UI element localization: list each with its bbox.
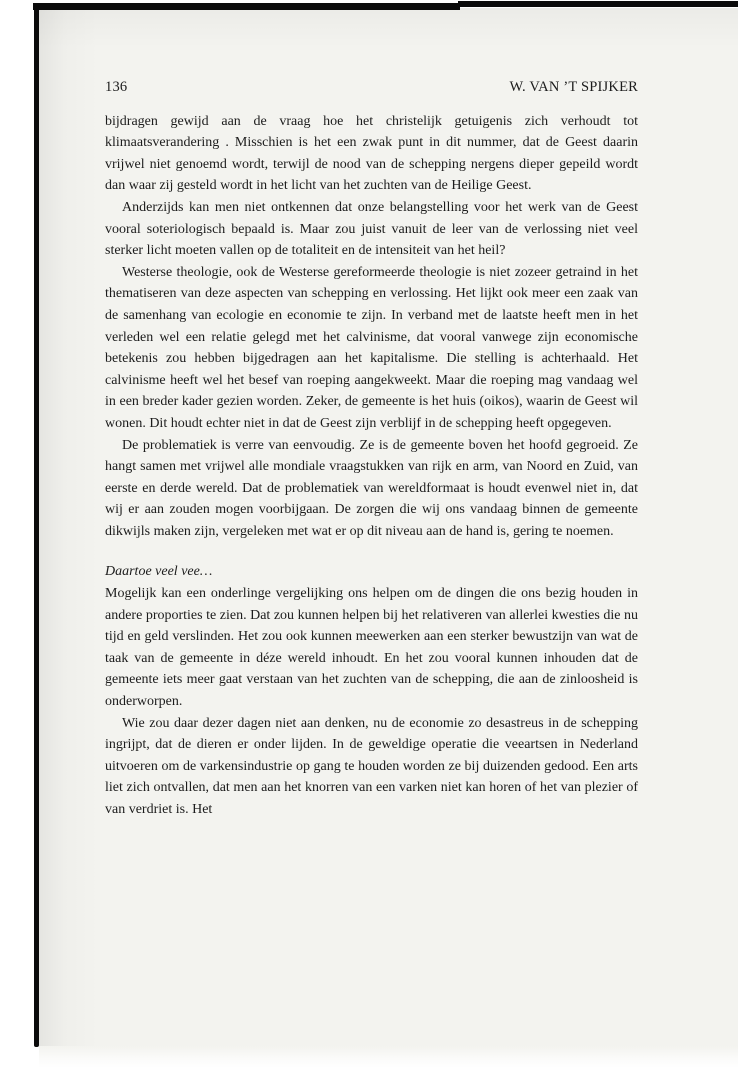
page-header bbox=[105, 77, 638, 99]
section-heading: Daartoe veel vee… bbox=[105, 564, 213, 580]
scan-edge-top bbox=[33, 3, 460, 10]
scan-edge-bottom bbox=[39, 1046, 738, 1068]
scan-edge-top-right bbox=[458, 1, 738, 7]
body-paragraph: Anderzijds kan men niet ontkennen dat onze belangstelling voor het werk van de Geest vooral soteriologisch bepaald is. Maar zou juist vanuit de leer van de verlossing niet veel sterker licht moeten vallen op de totaliteit en de intensiteit van het heil? bbox=[105, 199, 638, 259]
body-paragraph: Wie zou daar dezer dagen niet aan denken, nu de economie zo desastreus in de schepping ingrijpt, dat de dieren er onder lijden. In de geweldige operatie die veeartsen in Nederland uitvoeren om de varkensindustrie op gang te houden worden ze bij duizenden gedood. Een arts liet zich ontvallen, dat men aan het knorren van een varken niet kan horen of het van plezier of van verdriet is. Het bbox=[105, 715, 638, 817]
running-header: W. VAN ’T SPIJKER bbox=[509, 79, 638, 95]
page-number: 136 bbox=[105, 79, 128, 95]
text-column bbox=[105, 77, 638, 821]
body-paragraph: De problematiek is verre van eenvoudig. Ze is de gemeente boven het hoofd gegroeid. Ze hangt samen met vrijwel alle mondiale vraagstukken van rijk en arm, van Noord en Zuid, van eerste en derde wereld. Dat de problematiek van wereldformaat is houdt evenwel niet in, dat wij er aan zouden mogen voorbijgaan. De zorgen die wij ons vandaag binnen de gemeente dikwijls maken zijn, vergeleken met wat er op dit niveau aan de hand is, gering te noemen. bbox=[105, 437, 638, 539]
body-paragraph: Mogelijk kan een onderlinge vergelijking ons helpen om de dingen die ons bezig houden in andere proporties te zien. Dat zou kunnen helpen bij het relativeren van allerlei kwesties die nu tijd en geld verslinden. Het zou ook kunnen meewerken aan een sterker bewustzijn van wat de taak van de gemeente in déze wereld inhoudt. En het zou vooral kunnen inhouden dat de gemeente iets meer gaat verstaan van het zuchten van de schepping, die aan de zinloosheid is onderworpen. bbox=[105, 586, 638, 710]
scan-edge-left bbox=[34, 5, 39, 1047]
body-paragraph: Westerse theologie, ook de Westerse gereformeerde theologie is niet zozeer getraind in het thematiseren van deze aspecten van schepping en verlossing. Het lijkt ook meer een zaak van de samenhang van ecologie en economie te zijn. In verband met de laatste heeft men in het verleden wel een relatie gelegd met het calvinisme, dat vooral vanwege zijn economische betekenis zou hebben bijgedragen aan het kapitalisme. Die stelling is achterhaald. Het calvinisme heeft wel het besef van roeping aangekweekt. Maar die roeping mag vandaag wel in een breder kader gezien worden. Zeker, de gemeente is het huis (oikos), waarin de Geest wil wonen. Dit houdt echter niet in dat de Geest zijn verblijf in de schepping heeft opgegeven. bbox=[105, 264, 638, 431]
body-paragraph: bijdragen gewijd aan de vraag hoe het christelijk getuigenis zich verhoudt tot klimaatsverandering . Misschien is het een zwak punt in dit nummer, dat de Geest daarin vrijwel niet genoemd wordt, terwijl de nood van de schepping nergens dieper gepeild wordt dan waar zij gesteld wordt in het licht van het zuchten van de Heilige Geest. bbox=[105, 113, 638, 194]
